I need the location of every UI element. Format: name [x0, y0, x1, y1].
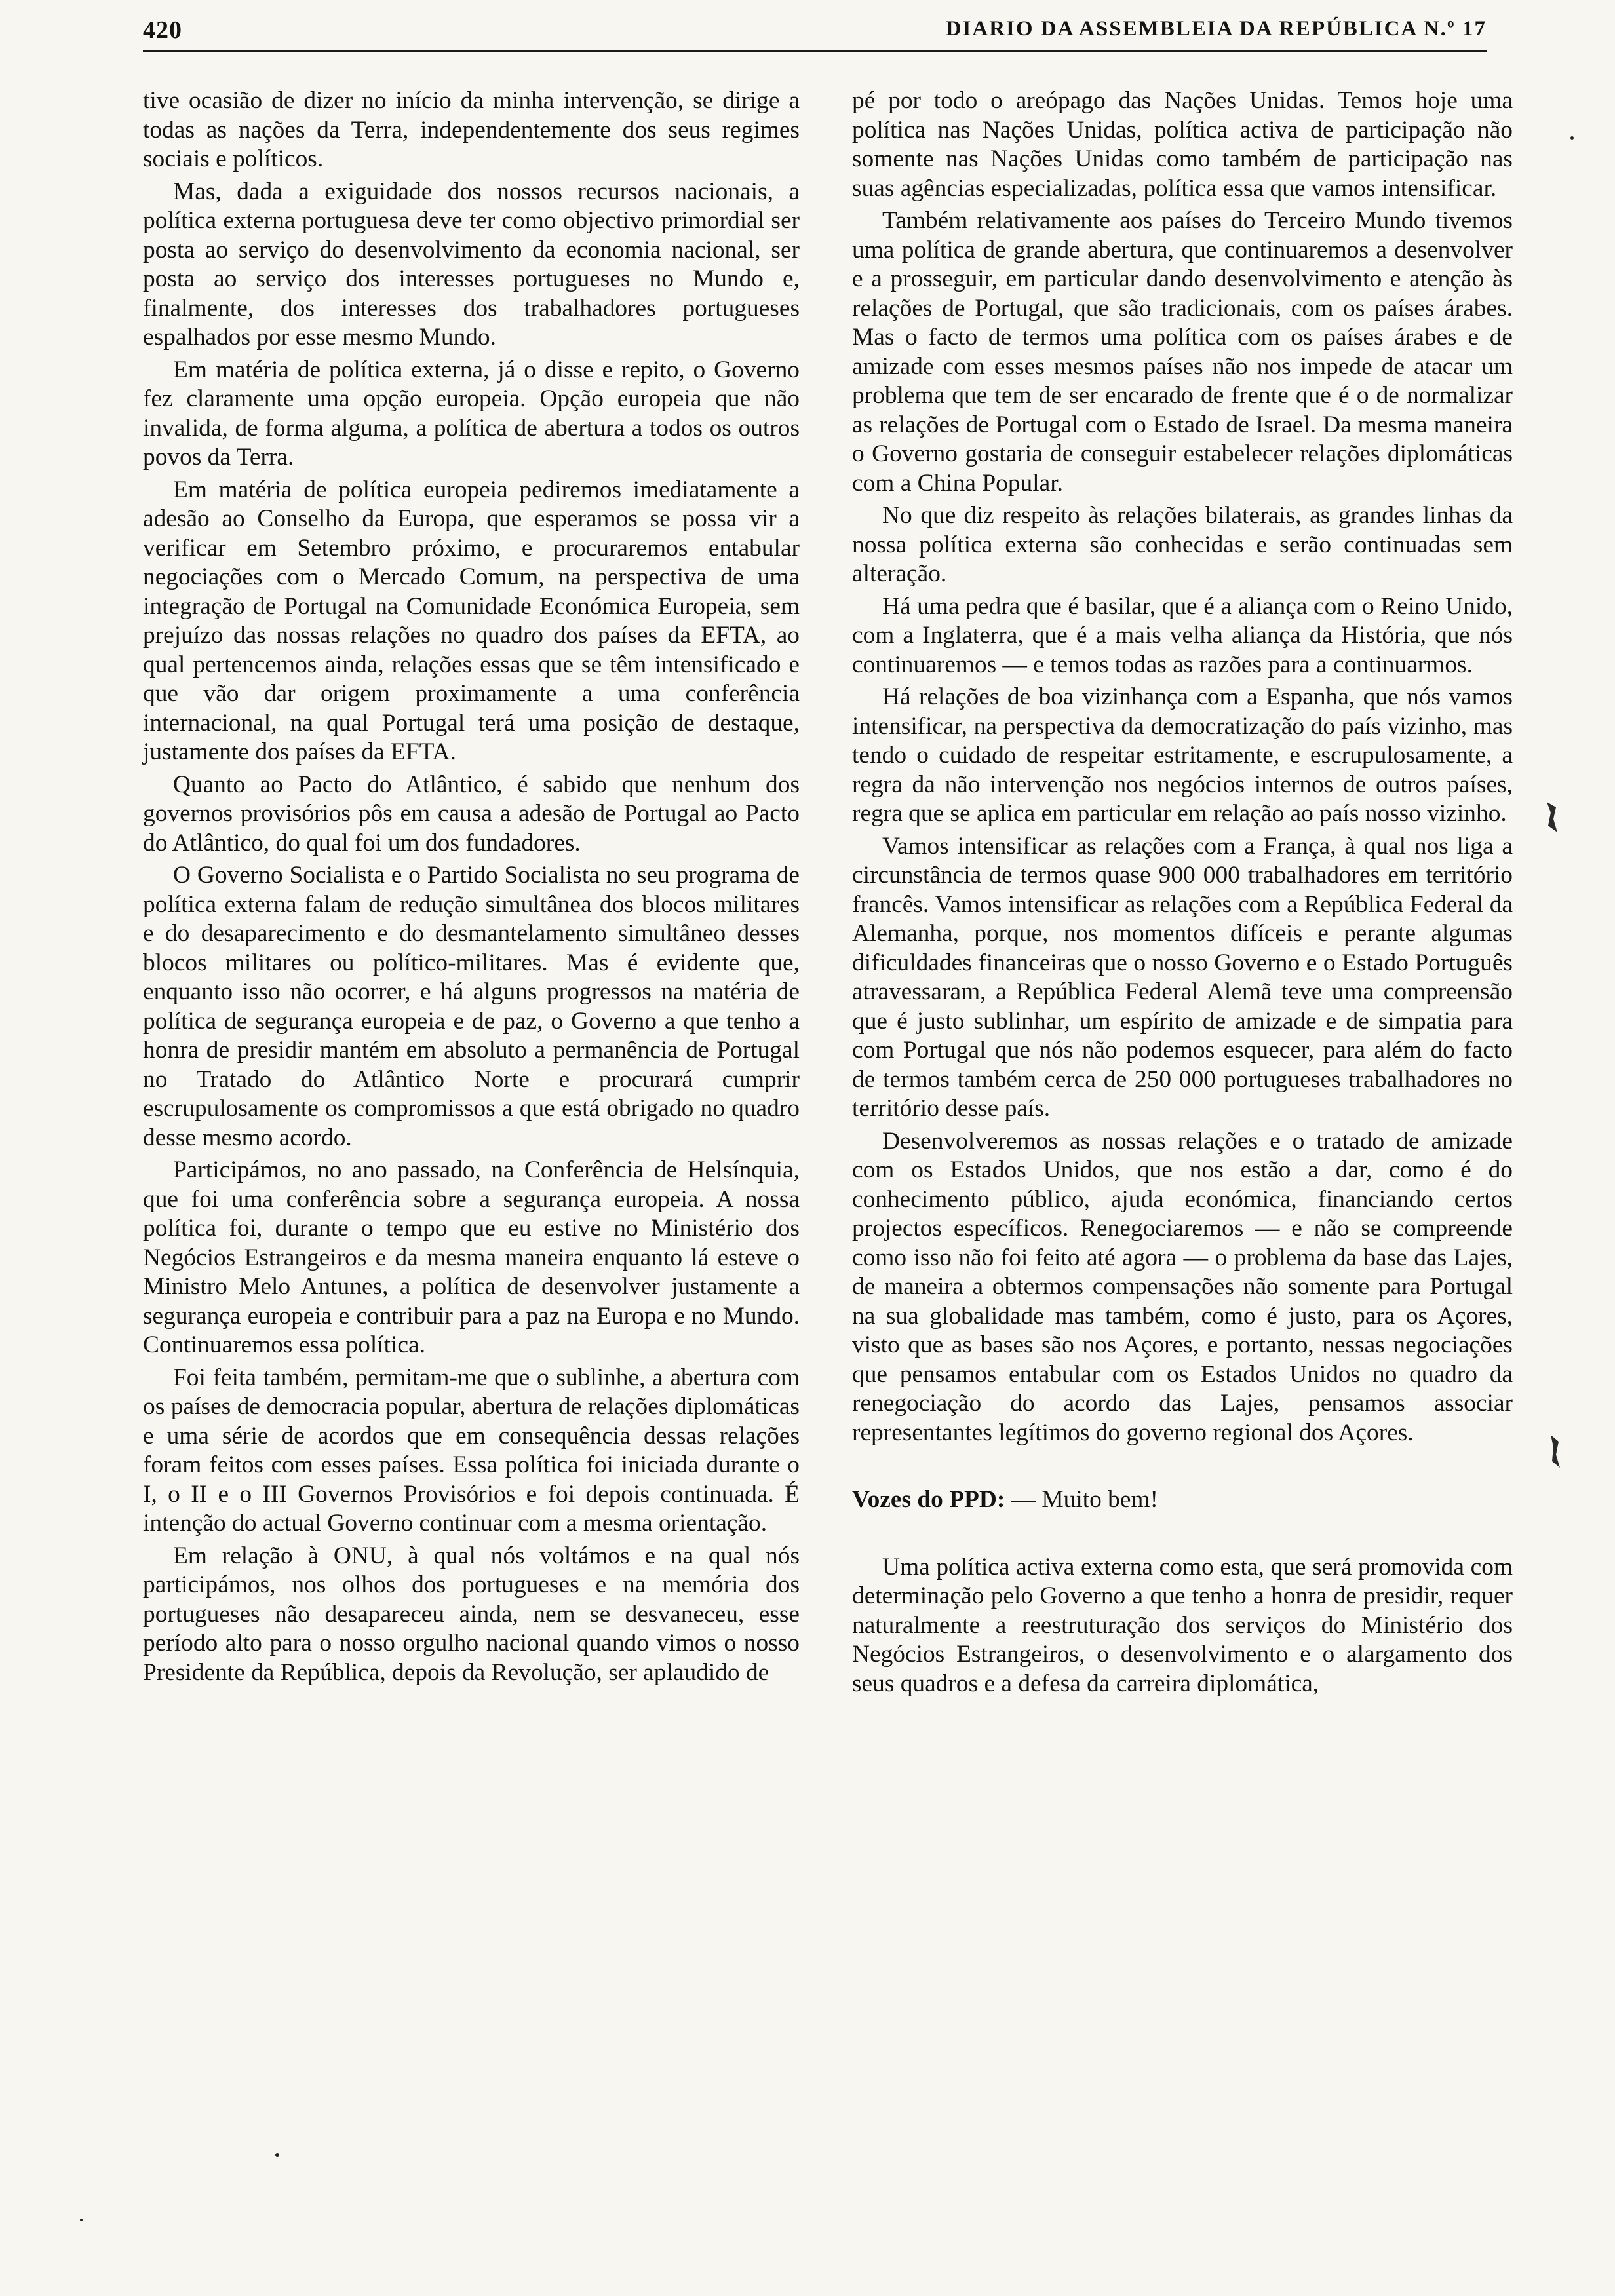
- paragraph: Também relativamente aos países do Terceiro Mundo tivemos uma política de grande abertura, que continuaremos a desenvolver e a prosseguir, em particular dando desenvolvimento e atenção às relações de Portugal, que são tradicionais, com os países árabes. Mas o facto de termos uma política com os países árabes e de amizade com esses mesmos países não nos impede de atacar um problema que tem de ser encarado de frente que é o de normalizar as relações de Portugal com o Estado de Israel. Da mesma maneira o Governo gostaria de conseguir estabelecer relações diplomáticas com a China Popular.: [852, 207, 1513, 497]
- paragraph: Mas, dada a exiguidade dos nossos recursos nacionais, a política externa portuguesa deve ter como objectivo primordial ser posta ao serviço do desenvolvimento da economia nacional, ser posta ao serviço dos interesses portugueses no Mundo e, finalmente, dos interesses dos trabalhadores portugueses espalhados por esse mesmo Mundo.: [143, 178, 800, 351]
- paragraph: Desenvolveremos as nossas relações e o tratado de amizade com os Estados Unidos, que nos estão a dar, como é do conhecimento público, ajuda económica, financiando certos projectos específicos. Renegociaremos — e não se compreende como isso não foi feito até agora — o problema da base das Lajes, de maneira a obtermos compensações não somente para Portugal na sua globalidade mas também, como é justo, para os Açores, visto que as bases são nos Açores, e portanto, nessas negociações que pensamos entabular com os Estados Unidos no quadro da renegociação do acordo das Lajes, pensamos associar representantes legítimos do governo regional dos Açores.: [852, 1127, 1513, 1446]
- paragraph: Há uma pedra que é basilar, que é a aliança com o Reino Unido, com a Inglaterra, que é a mais velha aliança da História, que nós continuaremos — e temos todas as razões para a continuarmos.: [852, 592, 1513, 678]
- binding-mark-icon: [1542, 799, 1561, 839]
- paragraph: Há relações de boa vizinhança com a Espanha, que nós vamos intensificar, na perspectiva da democratização do país vizinho, mas tendo o cuidado de respeitar estritamente, e escrupulosamente, a regra da não intervenção nos negócios internos de outros países, regra que se aplica em particular em relação ao país nosso vizinho.: [852, 683, 1513, 827]
- scan-speck: [1570, 136, 1574, 140]
- paragraph: Quanto ao Pacto do Atlântico, é sabido que nenhum dos governos provisórios pôs em causa a adesão de Portugal ao Pacto do Atlântico, do qual foi um dos fundadores.: [143, 771, 800, 856]
- left-column: [143, 86, 800, 1691]
- paragraph: tive ocasião de dizer no início da minha intervenção, se dirige a todas as nações da Terra, independentemente dos seus regimes sociais e políticos.: [143, 87, 800, 172]
- interjection: [852, 1485, 1513, 1515]
- paragraph: Vamos intensificar as relações com a França, à qual nos liga a circunstância de termos quase 900 000 trabalhadores em território francês. Vamos intensificar as relações com a República Federal da Alemanha, porque, nos momentos difíceis e perante algumas dificuldades financeiras que o nosso Governo e o Estado Português atravessaram, a República Federal Alemã teve uma compreensão que é justo sublinhar, um espírito de amizade e de simpatia para com Portugal que nós não podemos esquecer, para além do facto de termos também cerca de 250 000 portugueses trabalhadores no território desse país.: [852, 832, 1513, 1122]
- paragraph: Em matéria de política europeia pediremos imediatamente a adesão ao Conselho da Europa, que esperamos se possa vir a verificar em Setembro próximo, e procuraremos entabular negociações com o Mercado Comum, na perspectiva de uma integração de Portugal na Comunidade Económica Europeia, sem prejuízo das nossas relações no quadro dos países da EFTA, ao qual pertencemos ainda, relações essas que se têm intensificado e que vão dar origem proximamente a uma conferência internacional, na qual Portugal terá uma posição de destaque, justamente dos países da EFTA.: [143, 476, 800, 765]
- paragraph: No que diz respeito às relações bilaterais, as grandes linhas da nossa política externa são conhecidas e serão continuadas sem alteração.: [852, 502, 1513, 587]
- closing-paragraph: Uma política activa externa como esta, que será promovida com determinação pelo Governo a que tenho a honra de presidir, requer naturalmente a reestruturação dos serviços do Ministério dos Negócios Estrangeiros, o desenvolvimento e o alargamento dos seus quadros e a defesa da carreira diplomática,: [852, 1553, 1513, 1697]
- speaker-label: Vozes do PPD:: [852, 1486, 1005, 1513]
- page-number: 420: [143, 16, 182, 44]
- paragraph: Foi feita também, permitam-me que o sublinhe, a abertura com os países de democracia popular, abertura de relações diplomáticas e uma série de acordos que em consequência dessas relações foram feitos com esses países. Essa política foi iniciada durante o I, o II e o III Governos Provisórios e foi depois continuada. É intenção do actual Governo continuar com a mesma orientação.: [143, 1364, 800, 1537]
- scan-speck: [80, 2219, 83, 2221]
- paragraph: pé por todo o areópago das Nações Unidas. Temos hoje uma política nas Nações Unidas, política activa de participação não somente nas Nações Unidas como também de participação nas suas agências especializadas, política essa que vamos intensificar.: [852, 87, 1513, 202]
- interjection-text: — Muito bem!: [1011, 1486, 1159, 1513]
- journal-title: DIARIO DA ASSEMBLEIA DA REPÚBLICA N.º 17: [945, 17, 1487, 41]
- binding-mark-icon: [1547, 1432, 1563, 1472]
- right-column: [852, 86, 1513, 1702]
- paragraph: Participámos, no ano passado, na Conferência de Helsínquia, que foi uma conferência sobre a segurança europeia. A nossa política foi, durante o tempo que eu estive no Ministério dos Negócios Estrangeiros e da mesma maneira enquanto lá esteve o Ministro Melo Antunes, a política de desenvolver justamente a segurança europeia e contribuir para a paz na Europa e no Mundo. Continuaremos essa política.: [143, 1157, 800, 1358]
- paragraph: O Governo Socialista e o Partido Socialista no seu programa de política externa falam de redução simultânea dos blocos militares e do desaparecimento e do desmantelamento simultâneo desses blocos militares ou político-militares. Mas é evidente que, enquanto isso não ocorrer, e há alguns progressos na matéria de política de segurança europeia e de paz, o Governo a que tenho a honra de presidir mantém em absoluto a permanência de Portugal no Tratado do Atlântico Norte e procurará cumprir escrupulosamente os compromissos a que está obrigado no quadro desse mesmo acordo.: [143, 862, 800, 1151]
- paragraph: Em relação à ONU, à qual nós voltámos e na qual nós participámos, nos olhos dos portugueses e na memória dos portugueses não desapareceu ainda, nem se desvaneceu, esse período alto para o nosso orgulho nacional quando vimos o nosso Presidente da República, depois da Revolução, ser aplaudido de: [143, 1542, 800, 1686]
- page-header: [143, 13, 1487, 52]
- paragraph: Em matéria de política externa, já o disse e repito, o Governo fez claramente uma opção europeia. Opção europeia que não invalida, de forma alguma, a política de abertura a todos os outros povos da Terra.: [143, 356, 800, 470]
- scan-speck: [275, 2153, 279, 2157]
